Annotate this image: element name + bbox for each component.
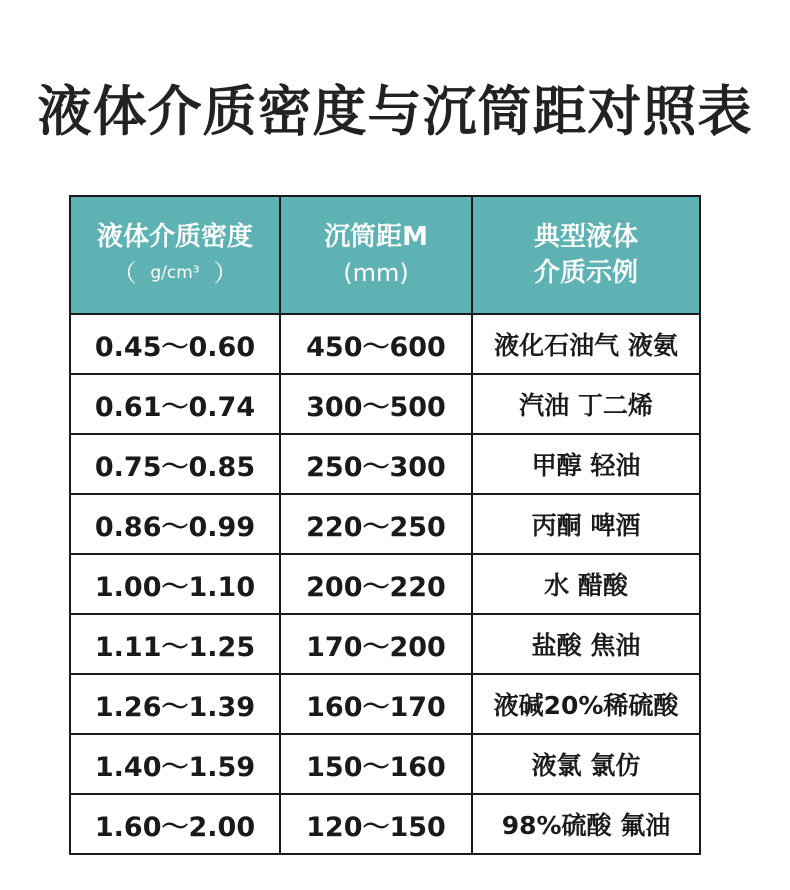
distance-cell: 450～600 [280,314,472,374]
header-example [472,196,700,314]
table-row [70,314,700,374]
header-example-line2: 介质示例 [533,258,638,288]
density-distance-table [69,195,701,855]
density-cell: 0.86～0.99 [70,494,280,554]
density-cell: 0.45～0.60 [70,314,280,374]
header-density-unit: （ g/cm³ ） [112,259,238,287]
table-row [70,494,700,554]
example-cell: 甲醇 轻油 [472,434,700,494]
table-row [70,794,700,854]
distance-cell: 150～160 [280,734,472,794]
distance-cell: 250～300 [280,434,472,494]
density-cell: 0.61～0.74 [70,374,280,434]
table-row [70,614,700,674]
distance-cell: 200～220 [280,554,472,614]
header-distance [280,196,472,314]
example-cell: 盐酸 焦油 [472,614,700,674]
header-example-line1: 典型液体 [533,222,638,252]
distance-cell: 170～200 [280,614,472,674]
density-cell: 1.00～1.10 [70,554,280,614]
example-cell: 水 醋酸 [472,554,700,614]
distance-cell: 220～250 [280,494,472,554]
example-cell: 丙酮 啤酒 [472,494,700,554]
density-cell: 1.11～1.25 [70,614,280,674]
page-title: 液体介质密度与沉筒距对照表 [37,80,753,143]
density-cell: 1.60～2.00 [70,794,280,854]
header-distance-label: 沉筒距M [324,222,428,252]
example-cell: 液化石油气 液氨 [472,314,700,374]
table-row [70,734,700,794]
table-row [70,554,700,614]
table-row [70,434,700,494]
table-header [70,196,700,314]
distance-cell: 120～150 [280,794,472,854]
example-cell: 液碱20%稀硫酸 [472,674,700,734]
header-distance-unit: (mm) [343,259,409,287]
header-density-label: 液体介质密度 [96,222,253,252]
density-cell: 0.75～0.85 [70,434,280,494]
table-row [70,674,700,734]
distance-cell: 300～500 [280,374,472,434]
example-cell: 汽油 丁二烯 [472,374,700,434]
table-row [70,374,700,434]
density-cell: 1.40～1.59 [70,734,280,794]
example-cell: 液氯 氯仿 [472,734,700,794]
table-body [70,314,700,854]
density-cell: 1.26～1.39 [70,674,280,734]
header-row [70,196,700,314]
header-density [70,196,280,314]
example-cell: 98%硫酸 氟油 [472,794,700,854]
distance-cell: 160～170 [280,674,472,734]
